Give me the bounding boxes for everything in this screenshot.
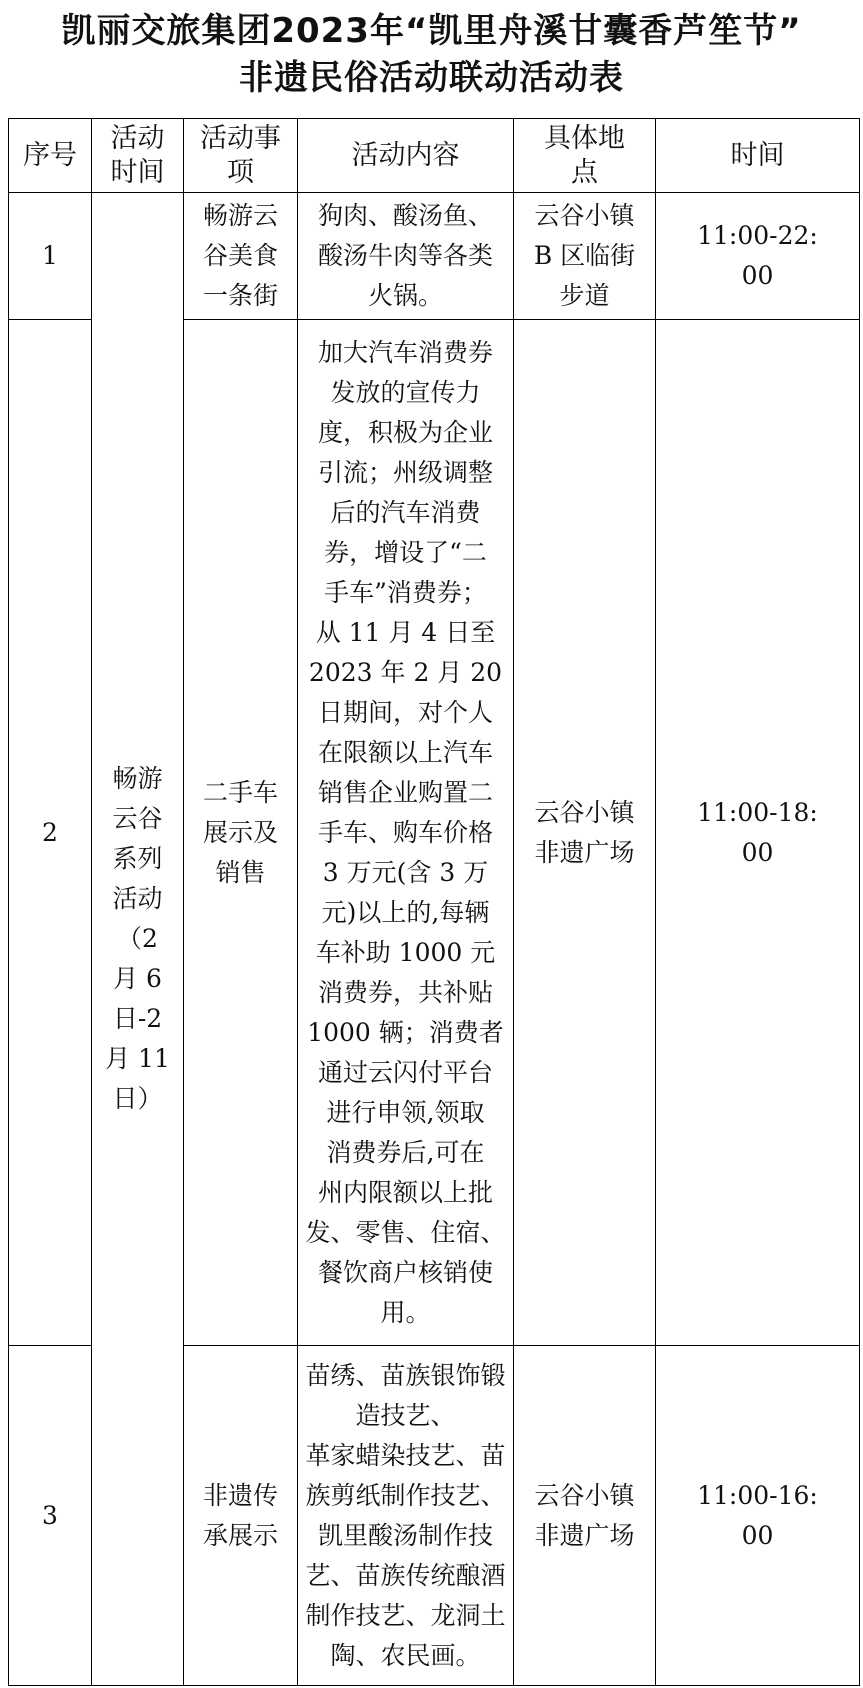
content-line: 凯里酸汤制作技 — [317, 1520, 493, 1550]
content-line: 手车、购车价格 — [317, 817, 493, 847]
row-content — [298, 1346, 514, 1686]
date-line: 畅游 — [112, 764, 163, 793]
date-line: 日） — [112, 1084, 163, 1113]
date-line: 云谷 — [112, 804, 163, 833]
header-seq — [9, 119, 92, 193]
content-line: 在限额以上汽车 — [317, 737, 493, 767]
header-content — [298, 119, 514, 193]
header-seq-line: 序号 — [23, 139, 77, 171]
content-line: 元)以上的,每辆 — [321, 897, 490, 927]
item-line: 畅游云 — [202, 201, 278, 230]
date-line: 系列 — [112, 844, 163, 873]
row-content — [298, 193, 514, 320]
content-line: 火锅。 — [367, 281, 443, 310]
content-line: 度，积极为企业 — [317, 417, 493, 447]
header-item-line: 活动事 — [200, 122, 281, 154]
content-line: 消费券后,可在 — [326, 1137, 485, 1167]
item-line: 非遗传 — [202, 1480, 278, 1510]
date-line: 月 11 — [105, 1044, 170, 1073]
row-location — [514, 1346, 656, 1686]
item-line: 销售 — [215, 857, 266, 887]
content-line: 造技艺、 — [355, 1400, 456, 1430]
location-line: 云谷小镇 — [534, 797, 635, 827]
time-line: 11:00-22: — [697, 221, 818, 250]
item-line: 展示及 — [202, 817, 278, 847]
header-location — [514, 119, 656, 193]
content-line: 餐饮商户核销使 — [317, 1257, 493, 1287]
content-line: 通过云闪付平台 — [317, 1057, 493, 1087]
header-date — [92, 119, 184, 193]
content-line: 从 11 月 4 日至 — [315, 617, 496, 647]
time-line: 11:00-16: — [697, 1480, 818, 1510]
content-line: 2023 年 2 月 20 — [308, 657, 503, 687]
content-line: 酸汤牛肉等各类 — [317, 241, 493, 270]
header-item-line: 项 — [227, 156, 254, 188]
location-line: 非遗广场 — [534, 837, 635, 867]
document-title — [0, 8, 863, 102]
shared-date-cell — [92, 193, 184, 1686]
row-item — [184, 193, 298, 320]
content-line: 3 万元(含 3 万 — [322, 857, 489, 887]
content-line: 日期间，对个人 — [317, 697, 493, 727]
header-item — [184, 119, 298, 193]
header-time-line: 时间 — [730, 139, 785, 171]
content-line: 发放的宣传力 — [330, 377, 481, 407]
row-location — [514, 193, 656, 320]
time-line: 11:00-18: — [697, 797, 818, 827]
content-line: 车补助 1000 元 — [315, 937, 496, 967]
title-line-2: 非遗民俗活动联动活动表 — [239, 58, 624, 98]
item-line: 一条街 — [202, 281, 278, 310]
row-seq: 1 — [9, 193, 92, 320]
item-line: 二手车 — [202, 777, 278, 807]
content-line: 陶、农民画。 — [330, 1640, 481, 1670]
activity-table — [8, 118, 860, 1686]
header-date-line: 时间 — [110, 156, 165, 188]
time-line: 00 — [741, 1520, 774, 1550]
row-seq: 3 — [9, 1346, 92, 1686]
date-line: 日-2 — [112, 1004, 163, 1033]
content-line: 进行申领,领取 — [326, 1097, 485, 1127]
row-seq: 2 — [9, 320, 92, 1346]
location-line: 云谷小镇 — [534, 1480, 635, 1510]
row-item — [184, 320, 298, 1346]
row-content — [298, 320, 514, 1346]
content-line: 制作技艺、龙洞土 — [305, 1600, 506, 1630]
content-line: 艺、苗族传统酿酒 — [305, 1560, 506, 1590]
row-time — [656, 320, 860, 1346]
content-line: 销售企业购置二 — [317, 777, 493, 807]
header-date-line: 活动 — [110, 122, 165, 154]
title-line-1: 凯丽交旅集团2023年“凯里舟溪甘囊香芦笙节” — [61, 11, 802, 51]
row-time — [656, 193, 860, 320]
header-content-line: 活动内容 — [351, 139, 460, 171]
table-row — [9, 193, 860, 320]
date-line: 月 6 — [113, 964, 162, 993]
row-location — [514, 320, 656, 1346]
content-line: 族剪纸制作技艺、 — [305, 1480, 506, 1510]
content-line: 革家蜡染技艺、苗 — [305, 1440, 506, 1470]
location-line: 步道 — [559, 281, 610, 310]
item-line: 谷美食 — [202, 241, 278, 270]
content-line: 券，增设了“二 — [324, 537, 487, 567]
header-time — [656, 119, 860, 193]
content-line: 消费券，共补贴 — [317, 977, 493, 1007]
item-line: 承展示 — [202, 1520, 278, 1550]
header-row — [9, 119, 860, 193]
row-item — [184, 1346, 298, 1686]
content-line: 用。 — [380, 1297, 431, 1327]
row-time — [656, 1346, 860, 1686]
content-line: 引流；州级调整 — [317, 457, 493, 487]
location-line: 云谷小镇 — [534, 201, 635, 230]
location-line: 非遗广场 — [534, 1520, 635, 1550]
date-line: 活动 — [112, 884, 163, 913]
content-line: 苗绣、苗族银饰锻 — [305, 1360, 506, 1390]
content-line: 州内限额以上批 — [317, 1177, 493, 1207]
time-line: 00 — [741, 261, 774, 290]
date-line: （2 — [117, 924, 158, 953]
content-line: 发、零售、住宿、 — [305, 1217, 506, 1247]
content-line: 手车”消费券； — [324, 577, 487, 607]
content-line: 加大汽车消费券 — [317, 337, 493, 367]
header-location-line: 点 — [571, 156, 598, 188]
header-location-line: 具体地 — [544, 122, 625, 154]
content-line: 1000 辆；消费者 — [307, 1017, 504, 1047]
time-line: 00 — [741, 837, 774, 867]
location-line: B 区临街 — [533, 241, 636, 270]
content-line: 狗肉、酸汤鱼、 — [317, 201, 493, 230]
content-line: 后的汽车消费 — [330, 497, 481, 527]
